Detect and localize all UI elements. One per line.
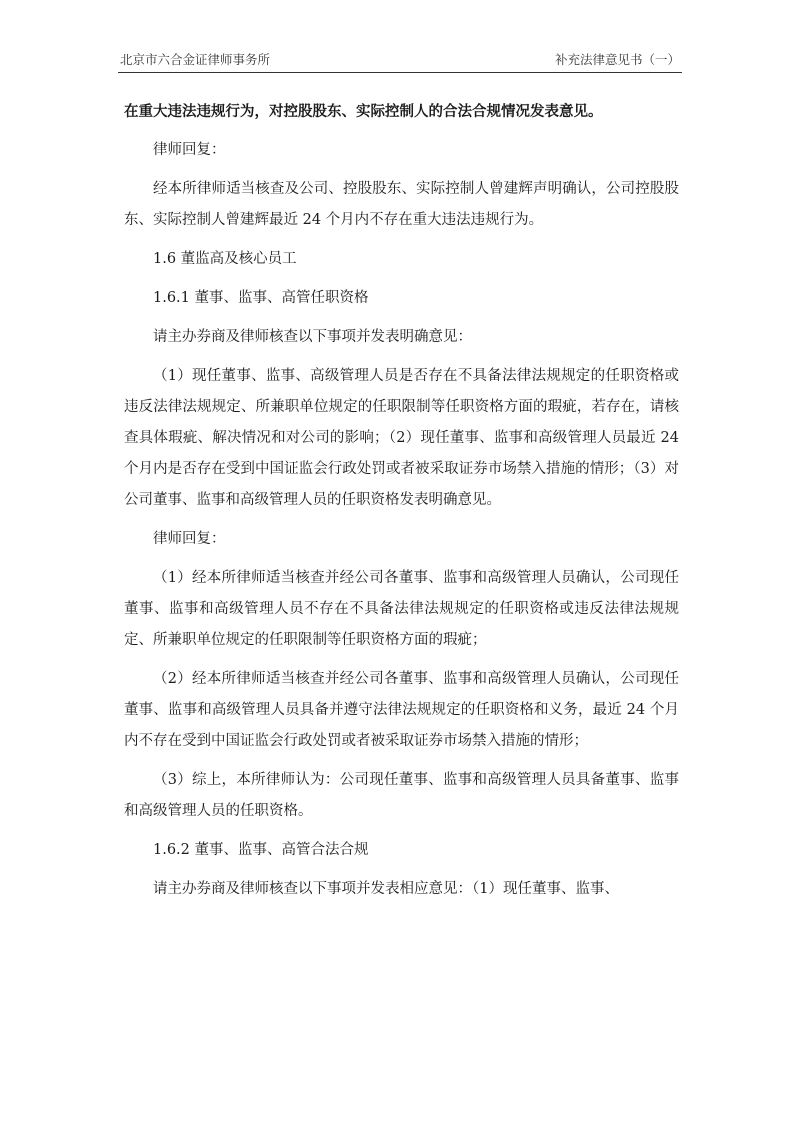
paragraph-reply-item-1: （1）经本所律师适当核查并经公司各董事、监事和高级管理人员确认，公司现任董事、监事和高级管理人员不存在不具备法律法规规定的任职资格或违反法律法规规定、所兼职单位规定的任职限制等任职资格方面的瑕疵； xyxy=(124,570,679,648)
section-heading-1-6: 1.6 董监高及核心员工 xyxy=(153,251,297,267)
paragraph-lawyer-reply-label: 律师回复： xyxy=(153,142,226,158)
paragraph-question-items: （1）现任董事、监事、高级管理人员是否存在不具备法律法规规定的任职资格或违反法律法规规定、所兼职单位规定的任职限制等任职资格方面的瑕疵，若存在，请核查具体瑕疵、解决情况和对公司的影响；（2）现任董事、监事和高级管理人员最近 24 个月内是否存在受到中国证监会行政处罚或者被采取证券市场禁入措施的情形；（3）对公司董事、监事和高级管理人员的任职资格发表明确意见。 xyxy=(124,368,679,508)
paragraph-question-continuation: 在重大违法违规行为，对控股股东、实际控制人的合法合规情况发表意见。 xyxy=(124,103,603,120)
page-header xyxy=(118,50,682,73)
paragraph-lawyer-reply-label-2: 律师回复： xyxy=(153,531,226,547)
section-heading-1-6-1: 1.6.1 董事、监事、高管任职资格 xyxy=(153,290,369,306)
document-body xyxy=(124,96,679,913)
paragraph-reply-item-3: （3）综上，本所律师认为：公司现任董事、监事和高级管理人员具备董事、监事和高级管理人员的任职资格。 xyxy=(124,772,679,819)
paragraph-reply-controller: 经本所律师适当核查及公司、控股股东、实际控制人曾建辉声明确认，公司控股股东、实际控制人曾建辉最近 24 个月内不存在重大违法违规行为。 xyxy=(124,181,679,228)
section-heading-1-6-2: 1.6.2 董事、监事、高管合法合规 xyxy=(153,842,369,858)
header-document-title: 补充法律意见书（一） xyxy=(554,52,680,67)
paragraph-reply-item-2: （2）经本所律师适当核查并经公司各董事、监事和高级管理人员确认，公司现任董事、监事和高级管理人员具备并遵守法律法规规定的任职资格和义务，最近 24 个月内不存在受到中国证监会行政处罚或者被采取证券市场禁入措施的情形； xyxy=(124,671,679,749)
paragraph-request: 请主办券商及律师核查以下事项并发表明确意见： xyxy=(153,329,472,345)
header-firm-name: 北京市六合金证律师事务所 xyxy=(120,52,271,67)
paragraph-request-2: 请主办券商及律师核查以下事项并发表相应意见：（1）现任董事、监事、 xyxy=(153,881,619,897)
